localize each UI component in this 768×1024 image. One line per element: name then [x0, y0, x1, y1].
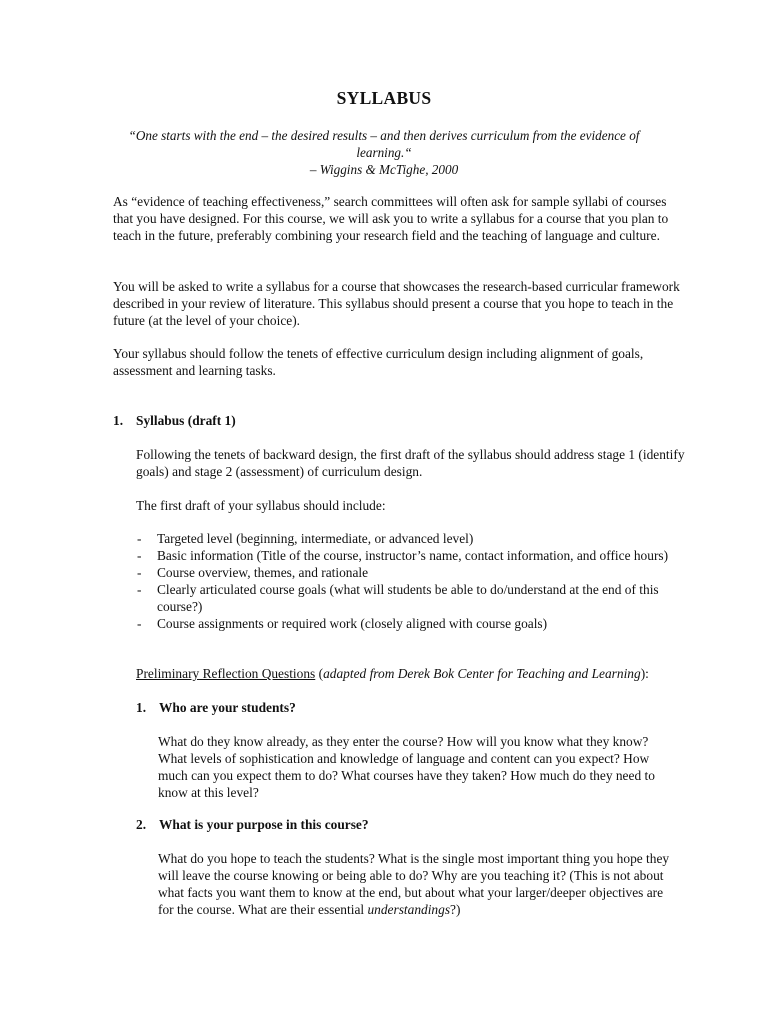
- paren-open: (: [315, 666, 324, 681]
- question-heading-text: Who are your students?: [159, 700, 296, 715]
- section-heading-text: Syllabus (draft 1): [136, 413, 236, 428]
- question-heading-text: What is your purpose in this course?: [159, 817, 369, 832]
- quote-attribution: – Wiggins & McTighe, 2000: [309, 162, 459, 177]
- question-body-students: What do they know already, as they enter the course? How will you know what they know? What levels of sophistication and knowledge of language and content can you expect? How much can you expect them to do? What courses have they taken? How much do they need to know at this level?: [158, 734, 655, 800]
- section-intro: Following the tenets of backward design, the first draft of the syllabus should address stage 1 (identify goals) and stage 2 (assessment) of curriculum design.: [136, 447, 685, 479]
- list-item-text: Targeted level (beginning, intermediate, or advanced level): [157, 531, 474, 546]
- epigraph-quote: [115, 127, 653, 178]
- page-title: SYLLABUS: [336, 88, 432, 108]
- list-item: [136, 581, 686, 615]
- list-item-text: Basic information (Title of the course, instructor’s name, contact information, and office hours): [157, 548, 669, 563]
- bullet-marker: -: [137, 616, 142, 631]
- question-number: 2.: [136, 817, 147, 832]
- paragraph-evidence: As “evidence of teaching effectiveness,” search committees will often ask for sample syllabi of courses that you have designed. For this course, we will ask you to write a syllabus for a course that you plan to teach in the future, preferably combining your research field and the teaching of language and culture.: [113, 194, 669, 243]
- paren-close: ):: [640, 666, 649, 681]
- reflection-heading: Preliminary Reflection Questions: [136, 666, 316, 681]
- include-label: The first draft of your syllabus should include:: [136, 498, 386, 513]
- bullet-marker: -: [137, 548, 142, 563]
- section-heading-syllabus-draft: [113, 412, 236, 429]
- bullet-marker: -: [137, 531, 142, 546]
- include-list: [136, 530, 686, 632]
- bullet-marker: -: [137, 565, 142, 580]
- reflection-questions-label: [136, 665, 696, 682]
- question-body-purpose: [158, 850, 678, 918]
- list-item-text: Clearly articulated course goals (what will students be able to do/understand at the end of this course?): [157, 582, 659, 614]
- source-credit: adapted from Derek Bok Center for Teaching and Learning: [323, 666, 641, 681]
- question-number: 1.: [136, 700, 147, 715]
- emphasis-understandings: understandings: [367, 902, 451, 917]
- paragraph-tenets: Your syllabus should follow the tenets of effective curriculum design including alignment of goals, assessment and learning tasks.: [113, 346, 644, 378]
- bullet-marker: -: [137, 582, 142, 597]
- section-number: 1.: [113, 413, 124, 428]
- list-item: [136, 615, 686, 632]
- list-item-text: Course assignments or required work (closely aligned with course goals): [157, 616, 548, 631]
- question-body-text: What do you hope to teach the students? What is the single most important thing you hope they will leave the course knowing or being able to do? Why are you teaching it? (This is not about what facts you want them to know at the end, but about what your larger/deeper objectives are for the course. What are their essential: [158, 851, 670, 917]
- quote-text: “One starts with the end – the desired results – and then derives curriculum from the evidence of learning.“: [128, 128, 640, 160]
- paragraph-showcase: You will be asked to write a syllabus for a course that showcases the research-based curricular framework described in your review of literature. This syllabus should present a course that you hope to teach in the future (at the level of your choice).: [113, 279, 680, 328]
- question-heading-purpose: [136, 816, 369, 833]
- question-body-end: ?): [450, 902, 461, 917]
- list-item-text: Course overview, themes, and rationale: [157, 565, 369, 580]
- question-heading-students: [136, 699, 296, 716]
- list-item: [136, 564, 686, 581]
- list-item: [136, 547, 686, 564]
- list-item: [136, 530, 686, 547]
